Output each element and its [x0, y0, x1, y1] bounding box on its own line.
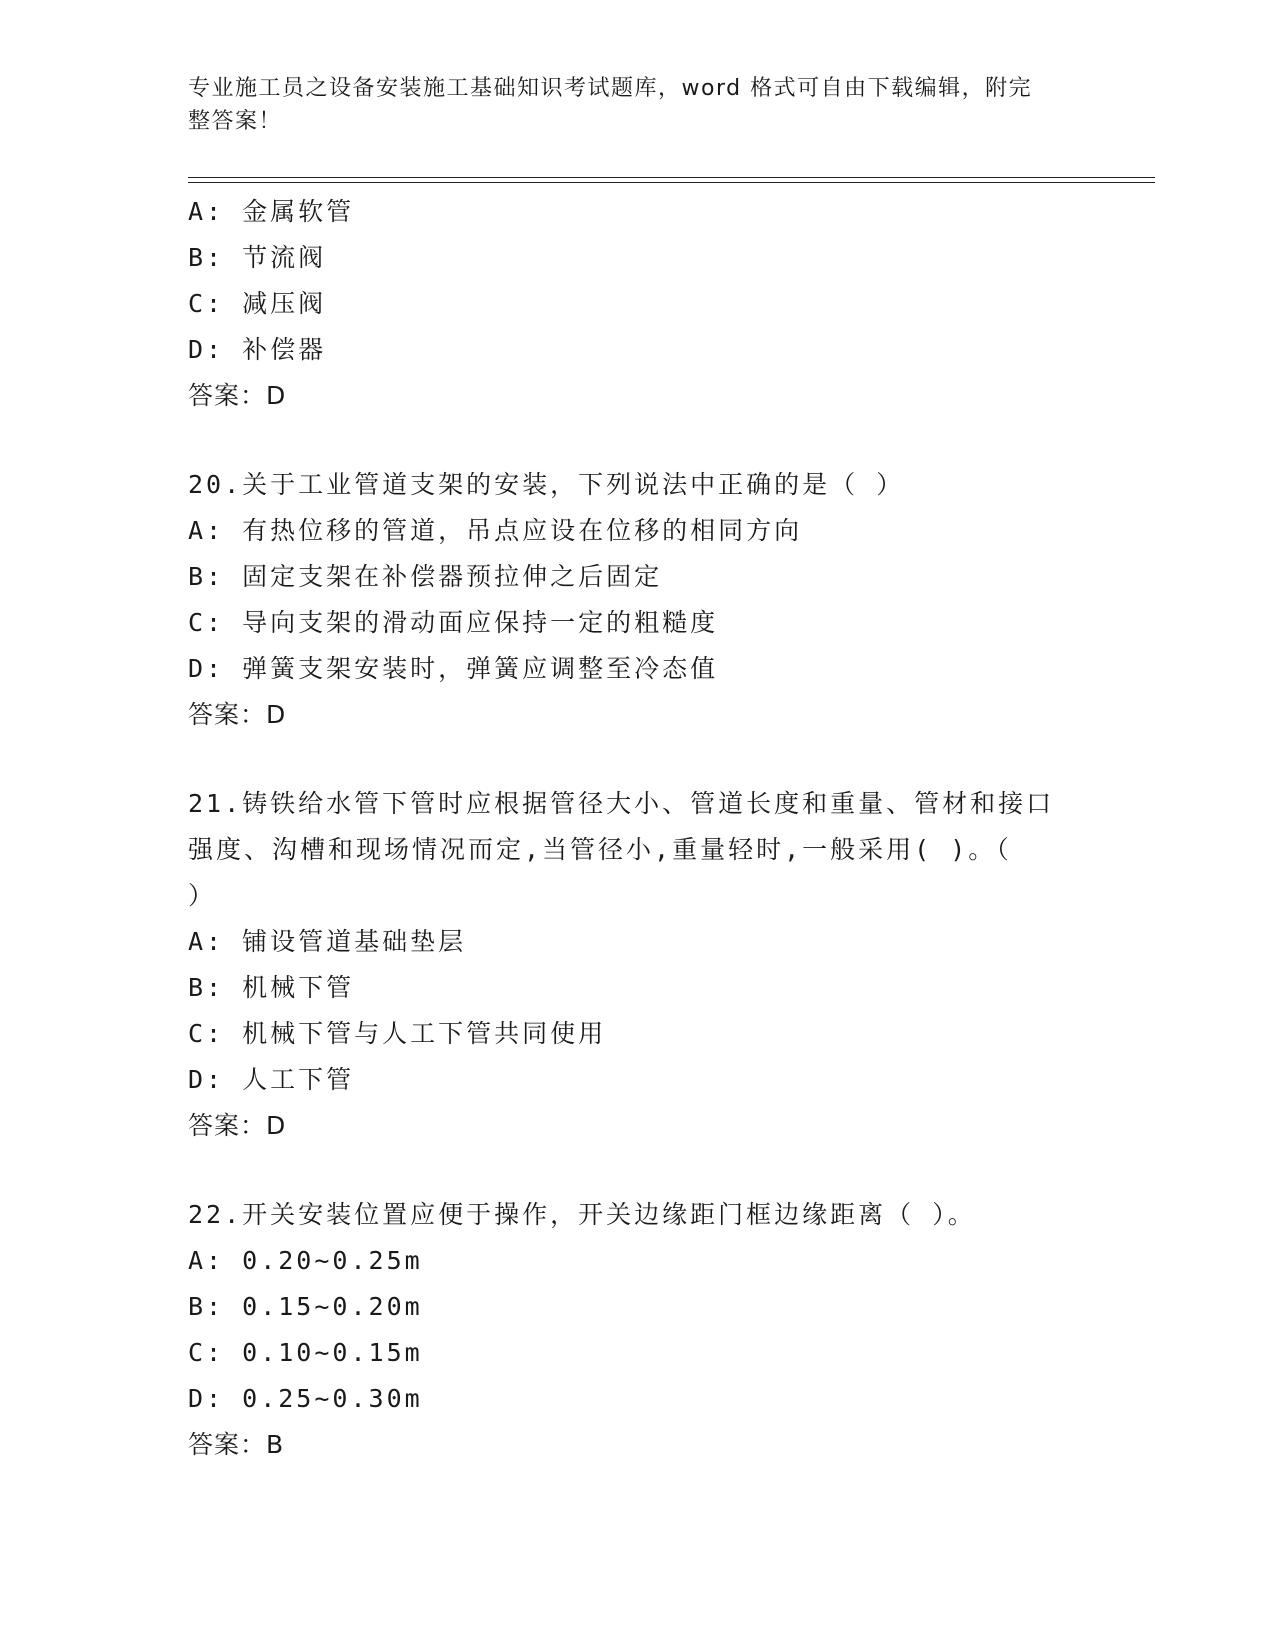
- option-a: A: 0.20~0.25m: [188, 1246, 423, 1275]
- document-header: [188, 72, 1088, 138]
- option-a: A: 金属软管: [188, 197, 355, 226]
- option-d: D: 弹簧支架安装时，弹簧应调整至冷态值: [188, 654, 719, 683]
- header-line-1: 专业施工员之设备安装施工基础知识考试题库，word 格式可自由下载编辑，附完: [188, 76, 1033, 101]
- question-20: [188, 462, 1088, 738]
- option-a: A: 铺设管道基础垫层: [188, 927, 467, 956]
- header-line-2: 整答案！: [188, 109, 283, 134]
- answer: 答案：D: [188, 1111, 287, 1140]
- option-d: D: 人工下管: [188, 1065, 355, 1094]
- option-c: C: 0.10~0.15m: [188, 1338, 423, 1367]
- option-c: C: 机械下管与人工下管共同使用: [188, 1019, 607, 1048]
- question-text-line-2: 强度、沟槽和现场情况而定,当管径小,重量轻时,一般采用( )。（: [188, 835, 1012, 864]
- header-divider-bottom: [188, 182, 1155, 183]
- question-list: [188, 189, 1088, 1468]
- header-divider-top: [188, 177, 1155, 178]
- question-text-line-1: 21.铸铁给水管下管时应根据管径大小、管道长度和重量、管材和接口: [188, 789, 1055, 818]
- question-21: [188, 781, 1088, 1149]
- answer: 答案：D: [188, 381, 287, 410]
- option-a: A: 有热位移的管道，吊点应设在位移的相同方向: [188, 516, 803, 545]
- question-22: [188, 1192, 1088, 1468]
- option-b: B: 节流阀: [188, 243, 327, 272]
- question-19: [188, 189, 1088, 419]
- option-d: D: 0.25~0.30m: [188, 1384, 423, 1413]
- option-b: B: 0.15~0.20m: [188, 1292, 423, 1321]
- answer: 答案：D: [188, 700, 287, 729]
- option-c: C: 减压阀: [188, 289, 327, 318]
- spacer: [188, 1149, 1088, 1192]
- option-c: C: 导向支架的滑动面应保持一定的粗糙度: [188, 608, 719, 637]
- question-text: 20.关于工业管道支架的安装，下列说法中正确的是（ ）: [188, 470, 905, 499]
- question-text: 22.开关安装位置应便于操作，开关边缘距门框边缘距离（ ）。: [188, 1200, 976, 1229]
- spacer: [188, 738, 1088, 781]
- option-b: B: 固定支架在补偿器预拉伸之后固定: [188, 562, 663, 591]
- question-text-line-3: ）: [188, 881, 217, 910]
- answer: 答案：B: [188, 1430, 285, 1459]
- option-b: B: 机械下管: [188, 973, 355, 1002]
- option-d: D: 补偿器: [188, 335, 327, 364]
- spacer: [188, 419, 1088, 462]
